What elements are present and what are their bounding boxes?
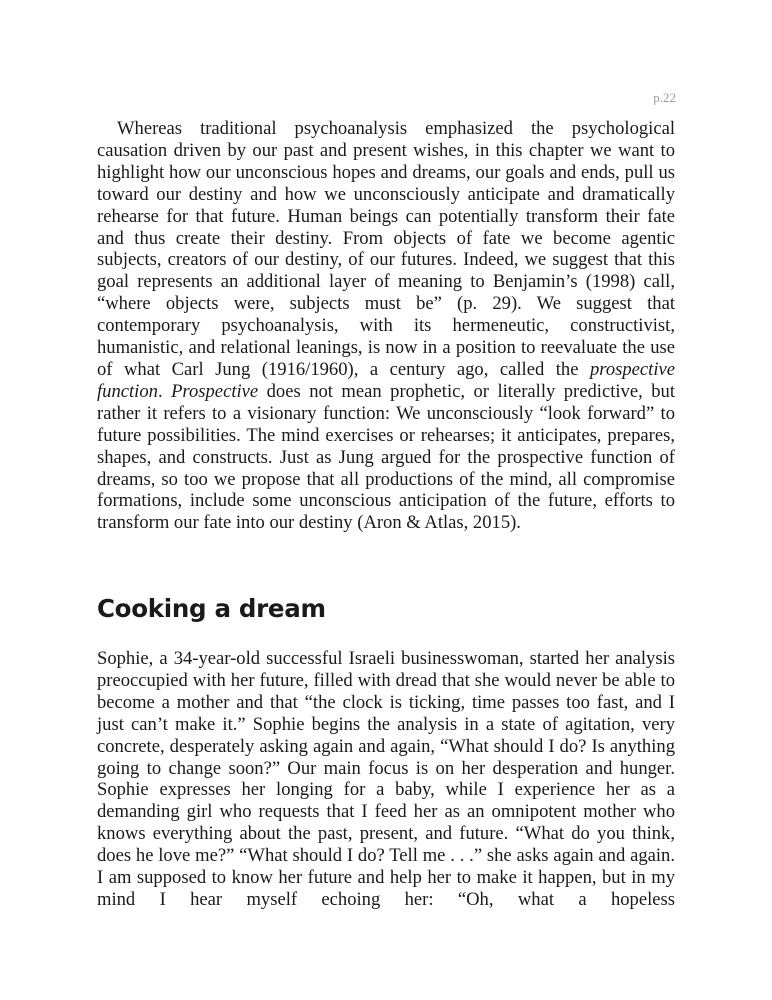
page-number: p.22 <box>653 90 676 105</box>
italic-term-prospective: Prospective <box>171 380 259 402</box>
paragraph-text-part-1: Whereas traditional psychoanalysis emphasized the psychological causation driven by our past and present wishes, in this chapter we want to highlight how our unconscious hopes and dreams, our goals and ends, pull us toward our destiny and how we unconsciously anticipate and dramatically rehearse for that future. Human beings can potentially transform their fate and thus create their destiny. From objects of fate we become agentic subjects, creators of our destiny, of our futures. Indeed, we suggest that this goal represents an additional layer of meaning to Benjamin’s (1998) call, “where objects were, subjects must be” (p. 29). We suggest that contemporary psychoanalysis, with its hermeneutic, constructivist, humanistic, and relational leanings, is now in a position to reevaluate the use of what Carl Jung (1916/1960), a century ago, called the <box>97 118 675 380</box>
body-paragraph <box>97 118 675 534</box>
paragraph-text-part-3: does not mean prophetic, or literally predictive, but rather it refers to a visionary function: We unconsciously “look forward” to future possibilities. The mind exercises or rehearses; it anticipates, prepares, shapes, and constructs. Just as Jung argued for the prospective function of dreams, so too we propose that all productions of the mind, all compromise formations, include some unconscious anticipation of the future, efforts to transform our fate into our destiny (Aron & Atlas, 2015). <box>97 380 675 534</box>
paragraph-text-part-2: . <box>157 380 172 402</box>
section-paragraph: Sophie, a 34-year-old successful Israeli businesswoman, started her analysis preoccupied with her future, filled with dread that she would never be able to become a mother and that “the clock is ticking, time passes too fast, and I just can’t make it.” Sophie begins the analysis in a state of agitation, very concrete, desperately asking again and again, “What should I do? Is anything going to change soon?” Our main focus is on her desperation and hunger. Sophie expresses her longing for a baby, while I experience her as a demanding girl who requests that I feed her as an omnipotent mother who knows everything about the past, present, and future. “What do you think, does he love me?” “What should I do? Tell me . . .” she asks again and again. I am supposed to know her future and help her to make it happen, but in my mind I hear myself echoing her: “Oh, what a hopeless <box>97 648 675 910</box>
section-heading: Cooking a dream <box>97 594 326 623</box>
italic-term-prospective-function: prospective function <box>97 358 675 402</box>
